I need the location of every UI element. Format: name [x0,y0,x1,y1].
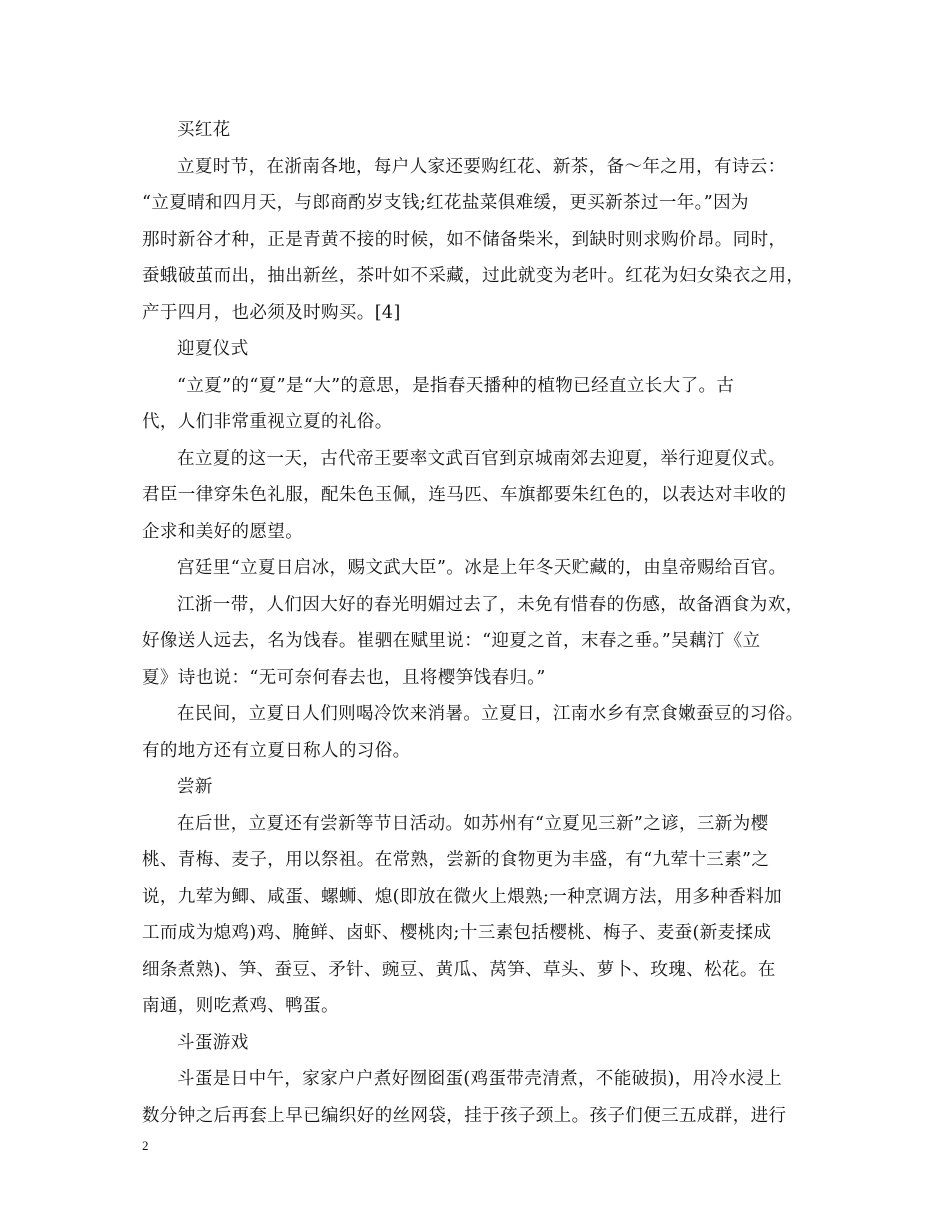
document-body [142,112,827,1134]
text-line: 有的地方还有立夏日称人的习俗。 [142,740,411,761]
text-line: “立夏”的“夏”是“大”的意思，是指春天播种的植物已经直立长大了。古 [177,375,735,396]
text-line: 说，九荤为鲫、咸蛋、螺蛳、熄(即放在微火上煨熟;一种烹调方法，用多种香料加 [142,886,783,907]
text-line: 工而成为熄鸡)鸡、腌鲜、卤虾、樱桃肉;十三素包括樱桃、梅子、麦蚕(新麦揉成 [142,923,772,943]
text-line: “立夏晴和四月天，与郎商酌岁支钱;红花盐菜俱难缓，更买新茶过一年。”因为 [142,193,749,213]
page-number: 2 [142,1138,149,1153]
text-line: 买红花 [177,120,231,140]
text-line: 夏》诗也说：“无可奈何春去也，且将樱笋饯春归。” [142,667,546,688]
text-line: 迎夏仪式 [177,339,249,359]
text-line: 蚕蛾破茧而出，抽出新丝，茶叶如不采藏，过此就变为老叶。红花为妇女染衣之用， [142,266,805,286]
text-line: 君臣一律穿朱色礼服，配朱色玉佩，连马匹、车旗都要朱红色的，以表达对丰收的 [142,485,787,505]
text-line: 产于四月，也必须及时购买。[4] [142,302,401,323]
text-line: 细条煮熟)、笋、蚕豆、矛针、豌豆、黄瓜、莴笋、草头、萝卜、玫瑰、松花。在 [142,959,776,980]
text-line: 在后世，立夏还有尝新等节日活动。如苏州有“立夏见三新”之谚，三新为樱 [177,813,769,834]
text-line: 代，人们非常重视立夏的礼俗。 [142,412,393,432]
text-line: 那时新谷才种，正是青黄不接的时候，如不储备柴米，到缺时则求购价昂。同时， [142,229,787,250]
text-line: 宫廷里“立夏日启冰，赐文武大臣”。冰是上年冬天贮藏的，由皇帝赐给百官。 [177,558,787,578]
text-line: 在立夏的这一天，古代帝王要率文武百官到京城南郊去迎夏，举行迎夏仪式。 [177,448,786,469]
text-line: 南通，则吃煮鸡、鸭蛋。 [142,996,339,1016]
text-line: 企求和美好的愿望。 [142,521,304,542]
text-line: 好像送人远去，名为饯春。崔驷在赋里说：“迎夏之首，末春之垂。”吴藕汀《立 [142,631,761,651]
text-line: 桃、青梅、麦子，用以祭祖。在常熟，尝新的食物更为丰盛，有“九荤十三素”之 [142,850,770,870]
text-line: 数分钟之后再套上早已编织好的丝网袋，挂于孩子颈上。孩子们便三五成群，进行 [142,1105,787,1126]
text-line: 尝新 [177,777,213,797]
text-line: 江浙一带，人们因大好的春光明媚过去了，未免有惜春的伤感，故备酒食为欢， [177,594,804,615]
text-line: 在民间，立夏日人们则喝冷饮来消暑。立夏日，江南水乡有烹食嫩蚕豆的习俗。 [177,704,804,724]
text-line: 斗蛋游戏 [177,1032,249,1053]
text-line: 立夏时节，在浙南各地，每户人家还要购红花、新茶，备～年之用，有诗云： [177,156,786,177]
text-line: 斗蛋是日中午，家家户户煮好囫囵蛋(鸡蛋带壳清煮，不能破损)，用冷水浸上 [177,1069,783,1089]
